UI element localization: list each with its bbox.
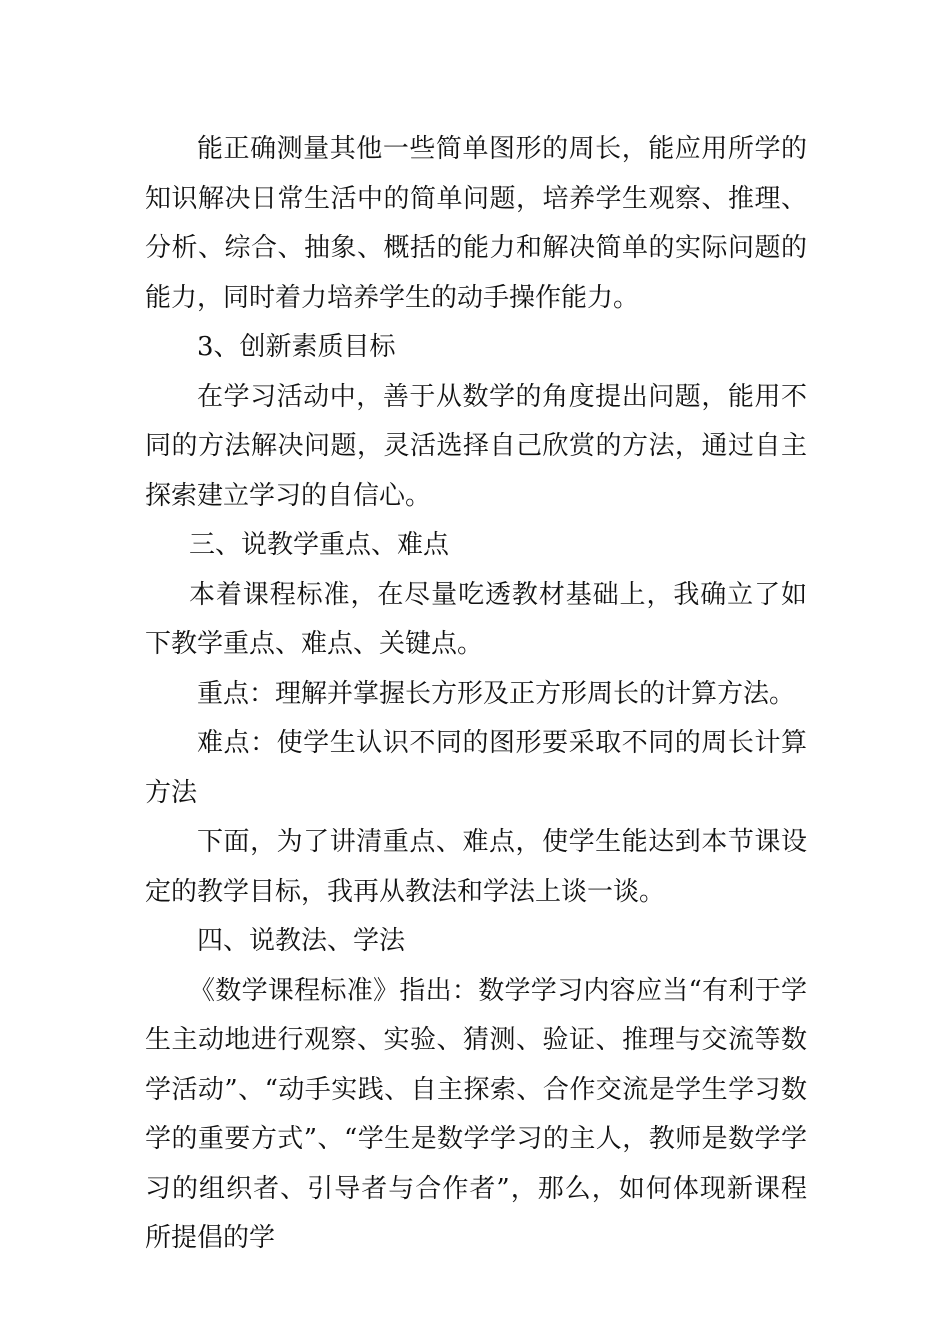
paragraph-key-points-intro: 本着课程标准，在尽量吃透教材基础上，我确立了如下教学重点、难点、关键点。 (145, 579, 807, 659)
heading-innovation-goals: 3、创新素质目标 (197, 332, 396, 362)
paragraph-difficult-point: 难点：使学生认识不同的图形要采取不同的周长计算方法 (145, 728, 807, 808)
paragraph-key-point: 重点：理解并掌握长方形及正方形周长的计算方法。 (197, 678, 796, 709)
heading-key-points: 三、说教学重点、难点 (189, 530, 450, 560)
heading-teaching-methods: 四、说教法、学法 (197, 926, 406, 956)
document-body (145, 125, 807, 1264)
paragraph-curriculum-standard: 《数学课程标准》指出：数学学习内容应当“有利于学生主动地进行观察、实验、猜测、验证、推理与交流等数学活动”、“动手实践、自主探索、合作交流是学生学习数学的重要方式”、“学生是数学学习的主人，教师是数学学习的组织者、引导者与合作者”，那么，如何体现新课程所提倡的学 (145, 975, 807, 1253)
paragraph-innovation-goals: 在学习活动中，善于从数学的角度提出问题，能用不同的方法解决问题，灵活选择自己欣赏的方法，通过自主探索建立学习的自信心。 (145, 381, 807, 511)
paragraph-transition: 下面，为了讲清重点、难点，使学生能达到本节课设定的教学目标，我再从教法和学法上谈一谈。 (145, 827, 807, 907)
paragraph-skill-goals: 能正确测量其他一些简单图形的周长，能应用所学的知识解决日常生活中的简单问题，培养学生观察、推理、分析、综合、抽象、概括的能力和解决简单的实际问题的能力，同时着力培养学生的动手操作能力。 (145, 134, 807, 313)
